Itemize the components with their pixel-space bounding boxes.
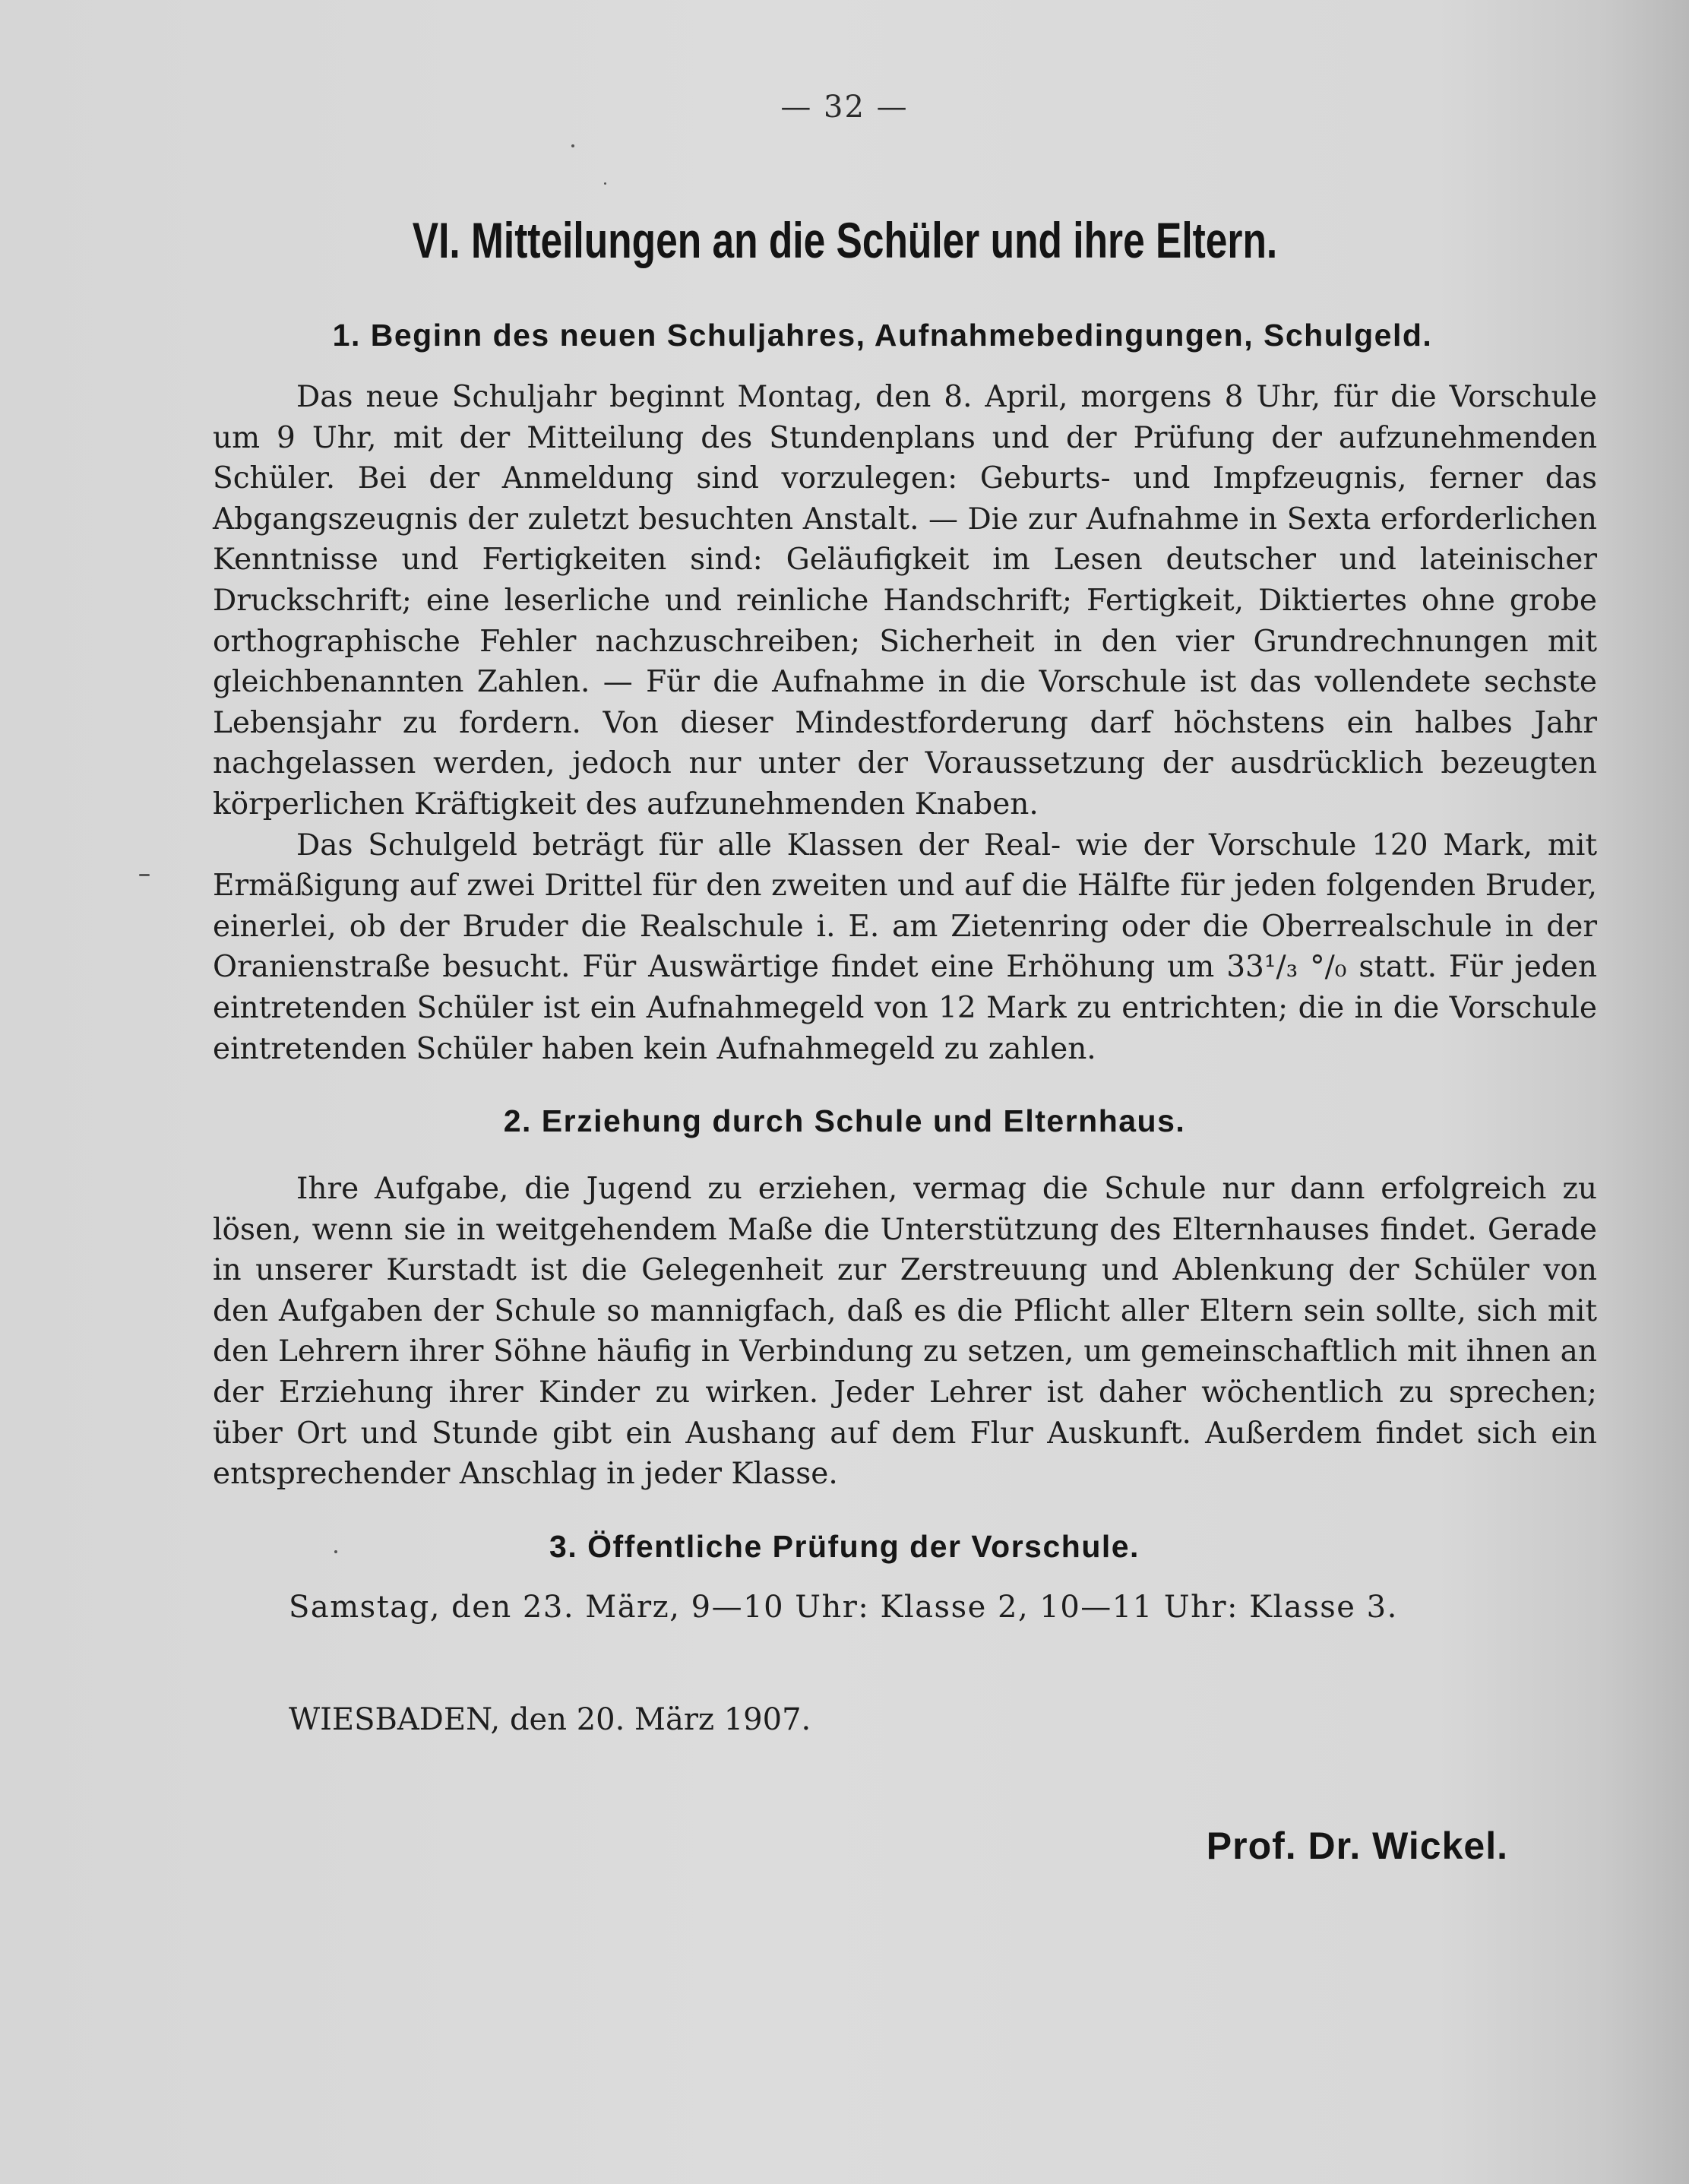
paper-speck bbox=[139, 874, 150, 876]
page-number: — 32 — bbox=[780, 90, 909, 125]
date-line: WIESBADEN, den 20. März 1907. bbox=[289, 1702, 811, 1737]
section-2-paragraph-1: Ihre Aufgabe, die Jugend zu erziehen, vermag die Schule nur dann erfolgreich zu lösen, wenn sie in weitgehendem Maße die Unterstützung des Elternhauses findet. Gerade in unserer Kurstadt ist die Gelegenheit zur Zerstreuung und Ablenkung der Schüler von den Aufgaben der Schule so mannigfach, daß es die Pflicht aller Eltern sein sollte, sich mit den Lehrern ihrer Söhne häufig in Verbindung zu setzen, um gemeinschaftlich mit ihnen an der Erziehung ihrer Kinder zu wirken. Jeder Lehrer ist daher wöchentlich zu sprechen; über Ort und Stunde gibt ein Aushang auf dem Flur Auskunft. Außerdem findet sich ein entsprechender Anschlag in jeder Klasse. bbox=[213, 1172, 1597, 1492]
section-1-paragraph-2: Das Schulgeld beträgt für alle Klassen der Real- wie der Vorschule 120 Mark, mit Ermäßigung auf zwei Drittel für den zweiten und auf die Hälfte für jeden folgenden Bruder, einerlei, ob der Bruder die Realschule i. E. am Zietenring oder die Oberrealschule in der Oranienstraße besucht. Für Auswärtige findet eine Erhöhung um 33¹/₃ °/₀ statt. Für jeden eintretenden Schüler ist ein Aufnahmegeld von 12 Mark zu entrichten; die in die Vorschule eintretenden Schüler haben kein Aufnahmegeld zu zahlen. bbox=[213, 828, 1597, 1066]
section-1-heading: 1. Beginn des neuen Schuljahres, Aufnahmebedingungen, Schulgeld. bbox=[332, 318, 1433, 353]
section-1-body bbox=[213, 377, 1597, 1069]
exam-schedule-line: Samstag, den 23. März, 9—10 Uhr: Klasse 2, 10—11 Uhr: Klasse 3. bbox=[289, 1590, 1398, 1625]
signature: Prof. Dr. Wickel. bbox=[1206, 1825, 1508, 1867]
paper-speck bbox=[334, 1550, 337, 1553]
section-2-body bbox=[213, 1169, 1597, 1495]
paper-speck bbox=[571, 144, 574, 147]
section-2-heading: 2. Erziehung durch Schule und Elternhaus. bbox=[503, 1103, 1186, 1138]
page-title: VI. Mitteilungen an die Schüler und ihre Eltern. bbox=[412, 212, 1278, 268]
paper-speck bbox=[604, 182, 606, 185]
section-3-heading: 3. Öffentliche Prüfung der Vorschule. bbox=[549, 1529, 1140, 1564]
section-1-paragraph-1: Das neue Schuljahr beginnt Montag, den 8. April, morgens 8 Uhr, für die Vorschule um 9 Uhr, mit der Mitteilung des Stundenplans und der Prüfung der aufzunehmenden Schüler. Bei der Anmeldung sind vorzulegen: Geburts- und Impfzeugnis, ferner das Abgangszeugnis der zuletzt besuchten Anstalt. — Die zur Aufnahme in Sexta erforderlichen Kenntnisse und Fertigkeiten sind: Geläufigkeit im Lesen deutscher und lateinischer Druckschrift; eine leserliche und reinliche Handschrift; Fertigkeit, Diktiertes ohne grobe orthographische Fehler nachzuschreiben; Sicherheit in den vier Grundrechnungen mit gleichbenannten Zahlen. — Für die Aufnahme in die Vorschule ist das vollendete sechste Lebensjahr zu fordern. Von dieser Mindestforderung darf höchstens ein halbes Jahr nachgelassen werden, jedoch nur unter der Voraussetzung der ausdrücklich bezeugten körperlichen Kräftigkeit des aufzunehmenden Knaben. bbox=[213, 380, 1597, 821]
